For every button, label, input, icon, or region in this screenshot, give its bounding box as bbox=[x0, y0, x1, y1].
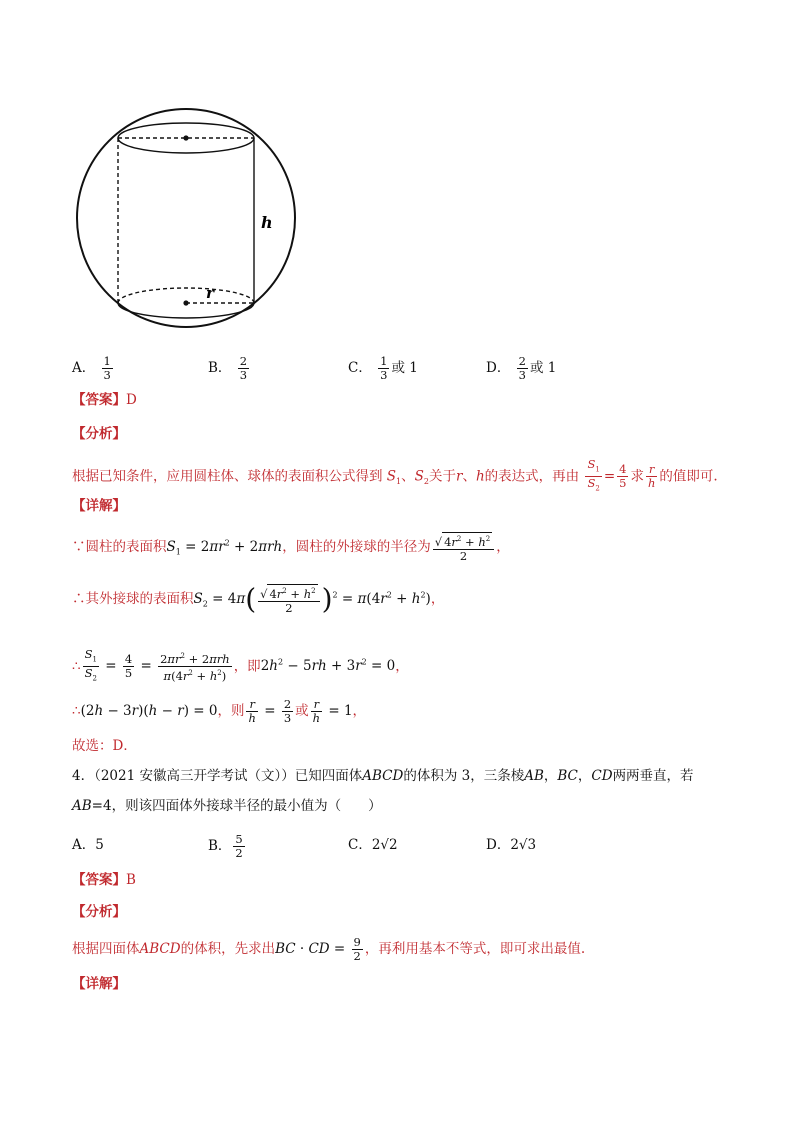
q3-choice-a: A． $\frac{1}{3}$ bbox=[72, 354, 111, 382]
fraction: $\frac{1}{3}$ bbox=[103, 354, 111, 382]
q3-choice-c: C． $\frac{1}{3}$ 或 1 bbox=[348, 354, 418, 382]
q4-stem-line-1: 4．（2021 安徽高三开学考试（文））已知四面体ABCD的体积为 3，三条棱AB，BC，CD两两垂直，若 bbox=[72, 768, 694, 784]
q4-choice-b: B． $\frac{5}{2}$ bbox=[208, 832, 243, 860]
q4-analysis-tag-line: 【分析】 bbox=[72, 904, 126, 920]
q3-step-4: ∴(2h − 3r)(h − r) = 0，则 $\frac{r}{h}$ = $\frac{2}{3}$ 或 $\frac{r}{h}$ = 1， bbox=[72, 697, 367, 725]
q3-conclusion: 故选：D． bbox=[72, 738, 137, 754]
q3-choice-b: B． $\frac{2}{3}$ bbox=[208, 354, 248, 382]
q4-choice-c: C．2√2 bbox=[348, 837, 398, 853]
top-center-dot bbox=[183, 135, 188, 140]
q4-detail-tag-line: 【详解】 bbox=[72, 976, 126, 992]
q3-choice-d: D． $\frac{2}{3}$ 或 1 bbox=[486, 354, 557, 382]
q4-stem-line-2: AB=4，则该四面体外接球半径的最小值为（ ） bbox=[72, 798, 382, 814]
q4-analysis-text: 根据四面体ABCD的体积，先求出BC · CD = $\frac{9}{2}$ ，再利用基本不等式，即可求出最值. bbox=[72, 935, 586, 963]
fraction: $\frac{1}{3}$ bbox=[380, 354, 388, 382]
analysis-tag: 【分析】 bbox=[72, 426, 126, 442]
fraction: $\frac{2}{3}$ bbox=[239, 354, 248, 382]
q3-step-1: ∵圆柱的表面积$S_1 = 2\pi r^2 + 2\pi rh$，圆柱的外接球的半径为 $\frac{√ 4r^2 + h^2}{2}$ ， bbox=[72, 532, 510, 563]
q3-detail-tag-line bbox=[72, 496, 126, 516]
q3-step-3: ∴ $\frac{S_1}{S_2}$ = $\frac{4}{5}$ = $\frac{2\pi r^2 + 2\pi rh}{\pi(4r^2 + h^2)}$ ，即$2h^2 - 5rh + 3r^2 = 0$， bbox=[72, 647, 409, 684]
q3-analysis-text: 根据已知条件，应用圆柱体、球体的表面积公式得到 $S_1$、$S_2$关于r、h的表达式，再由 $\frac{S_1}{S_2}$ = $\frac{4}{5}$ 求 $\frac{r}{h}$ 的值即可. bbox=[72, 457, 718, 493]
cylinder-in-sphere-figure bbox=[70, 100, 310, 330]
detail-tag: 【详解】 bbox=[72, 498, 126, 514]
q3-step-2: ∴其外接球的表面积$S_2 = 4\pi$( $\frac{√ 4r^2 + h^2}{2}$ )$^2 = \pi(4r^2 + h^2)$， bbox=[72, 582, 445, 616]
q3-answer-line bbox=[72, 390, 137, 410]
answer-tag: 【答案】 bbox=[72, 392, 126, 408]
q4-choice-a: A．5 bbox=[72, 837, 104, 853]
r-label: r bbox=[206, 284, 214, 302]
q3-analysis-tag-line bbox=[72, 424, 126, 444]
fraction: $\frac{2}{3}$ bbox=[518, 354, 526, 382]
q4-answer-line: 【答案】B bbox=[72, 872, 136, 888]
h-label: h bbox=[261, 213, 273, 232]
answer-value: D bbox=[126, 392, 137, 408]
bottom-center-dot bbox=[183, 300, 188, 305]
q4-choice-d: D．2√3 bbox=[486, 837, 537, 853]
